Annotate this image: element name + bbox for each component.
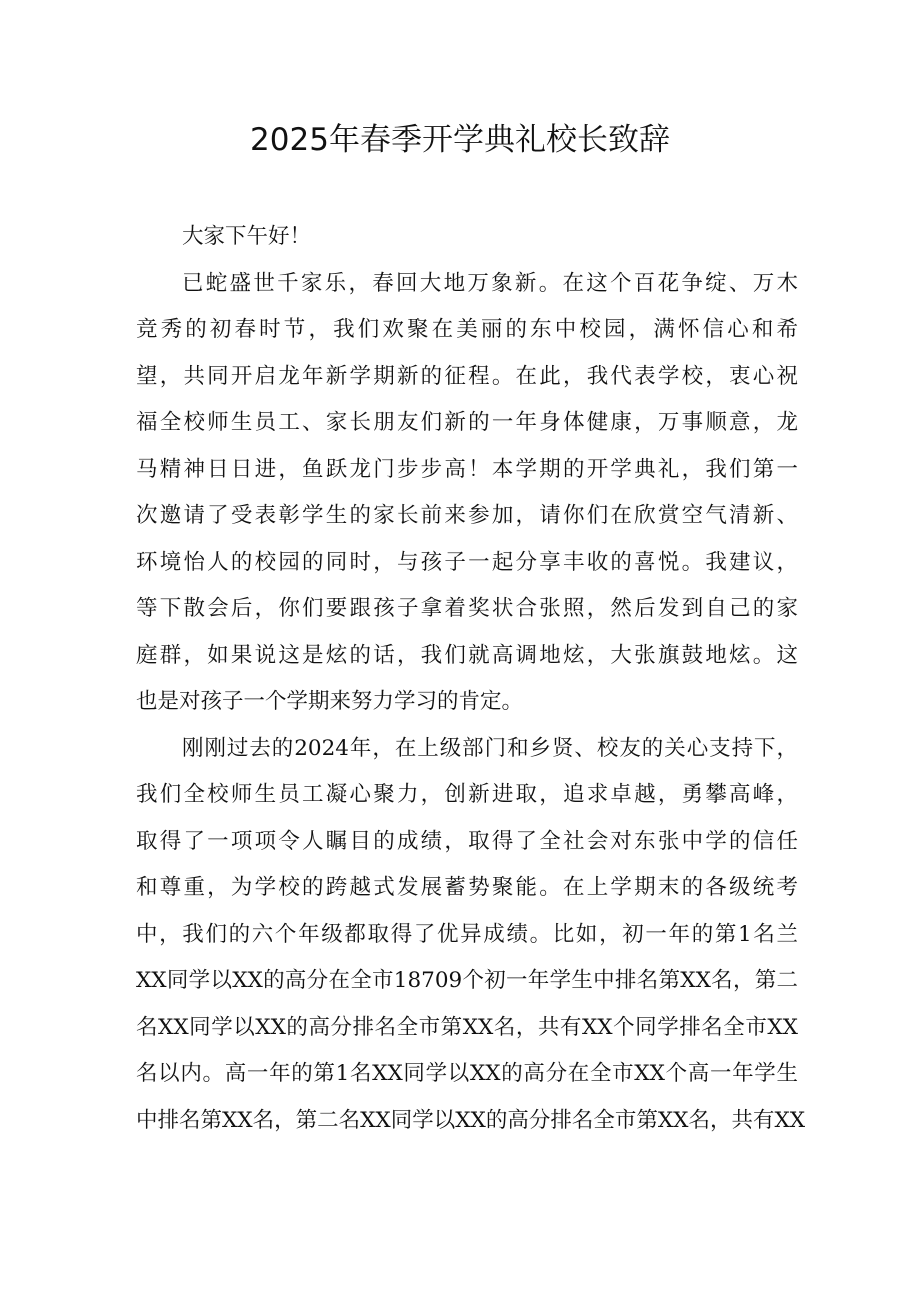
paragraph-line: 福全校师生员工、家长朋友们新的一年身体健康，万事顺意，龙	[136, 410, 798, 435]
paragraph-line: 我们全校师生员工凝心聚力，创新进取，追求卓越，勇攀高峰，	[136, 782, 798, 807]
paragraph-line: 和尊重，为学校的跨越式发展蓄势聚能。在上学期末的各级统考	[136, 875, 798, 900]
paragraph-line: 等下散会后，你们要跟孩子拿着奖状合张照，然后发到自己的家	[136, 596, 798, 621]
paragraph-line: 环境怡人的校园的同时，与孩子一起分享丰收的喜悦。我建议，	[136, 549, 798, 575]
paragraph-line: 名XX同学以XX的高分排名全市第XX名，共有XX个同学排名全市XX	[136, 1014, 798, 1040]
paragraph-line: 庭群，如果说这是炫的话，我们就高调地炫，大张旗鼓地炫。这	[136, 642, 798, 668]
paragraph-line: 取得了一项项令人瞩目的成绩，取得了全社会对东张中学的信任	[136, 828, 798, 854]
paragraph-line: XX同学以XX的高分在全市18709个初一年学生中排名第XX名，第二	[136, 968, 798, 993]
paragraph-line: 名以内。高一年的第1名XX同学以XX的高分在全市XX个高一年学生	[136, 1061, 798, 1086]
document-title: 2025年春季开学典礼校长致辞	[250, 122, 670, 158]
document-body	[136, 214, 806, 1144]
greeting: 大家下午好！	[182, 224, 312, 249]
paragraph-line: 已蛇盛世千家乐，春回大地万象新。在这个百花争绽、万木	[182, 270, 798, 296]
paragraph-line: 竞秀的初春时节，我们欢聚在美丽的东中校园，满怀信心和希	[136, 317, 798, 342]
paragraph-line: 中排名第XX名，第二名XX同学以XX的高分排名全市第XX名，共有XX	[136, 1107, 806, 1133]
paragraph-line: 也是对孩子一个学期来努力学习的肯定。	[136, 689, 524, 714]
paragraph-line: 望，共同开启龙年新学期新的征程。在此，我代表学校，衷心祝	[136, 363, 798, 389]
paragraph-line: 次邀请了受表彰学生的家长前来参加，请你们在欣赏空气清新、	[136, 503, 798, 528]
paragraph-1	[136, 261, 798, 726]
paragraph-line: 马精神日日进，鱼跃龙门步步高！本学期的开学典礼，我们第一	[136, 456, 798, 482]
paragraph-2	[136, 726, 806, 1145]
paragraph-line: 刚刚过去的2024年，在上级部门和乡贤、校友的关心支持下，	[182, 735, 798, 761]
paragraph-line: 中，我们的六个年级都取得了优异成绩。比如，初一年的第1名兰	[136, 921, 798, 947]
